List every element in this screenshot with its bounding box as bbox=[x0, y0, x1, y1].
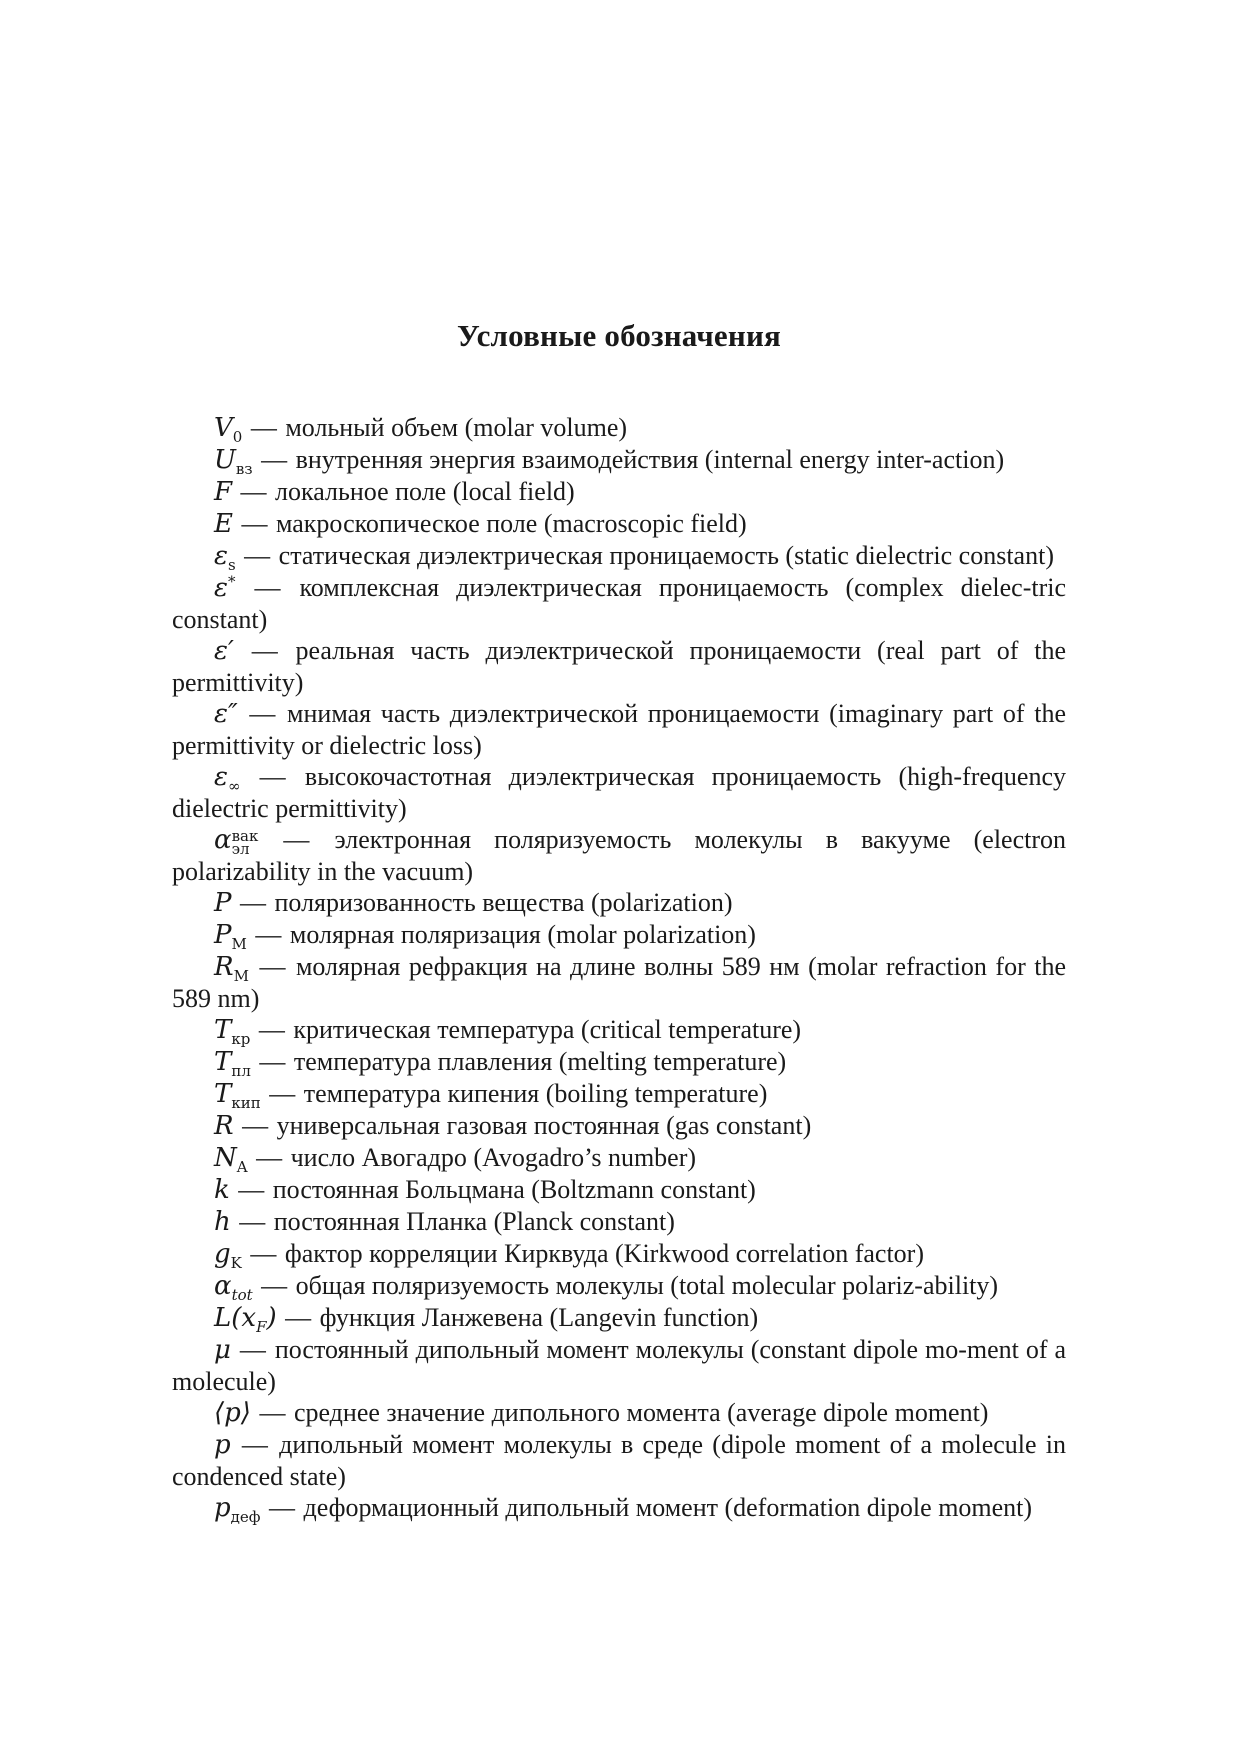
notation-description: высокочастотная диэлектрическая проницаемость (high-frequency dielectric permittivity) bbox=[172, 762, 1066, 823]
em-dash: — bbox=[244, 413, 284, 442]
notation-description: молярная рефракция на длине волны 589 нм (molar refraction for the 589 nm) bbox=[172, 952, 1066, 1013]
symbol-base: ε bbox=[214, 573, 228, 603]
symbol-subscript: вз bbox=[235, 460, 253, 479]
em-dash: — bbox=[254, 445, 294, 474]
notation-symbol bbox=[214, 413, 243, 447]
notation-symbol bbox=[214, 509, 233, 539]
em-dash: — bbox=[242, 762, 303, 791]
notation-description: постоянный дипольный момент молекулы (constant dipole mo-ment of a molecule) bbox=[172, 1335, 1066, 1396]
symbol-base: p bbox=[214, 1493, 231, 1523]
em-dash: — bbox=[233, 888, 273, 917]
symbol-base: T bbox=[214, 1015, 232, 1045]
notation-symbol bbox=[214, 825, 259, 858]
notation-symbol bbox=[214, 573, 235, 603]
notation-symbol bbox=[214, 1047, 251, 1081]
symbol-base: N bbox=[214, 1143, 237, 1173]
notation-description: реальная часть диэлектрической проницаемости (real part of the permittivity) bbox=[172, 636, 1066, 697]
page-title: Условные обозначения bbox=[456, 318, 781, 353]
notation-entry bbox=[172, 761, 1066, 824]
symbol-base: ⟨p⟩ bbox=[214, 1398, 251, 1428]
notation-description: электронная поляризуемость молекулы в вакууме (electron polarizability in the vacuum) bbox=[172, 825, 1066, 886]
notation-entry bbox=[172, 1206, 1066, 1238]
em-dash: — bbox=[243, 1239, 283, 1268]
notation-description: статическая диэлектрическая проницаемость (static dielectric constant) bbox=[278, 541, 1054, 570]
notation-description: мольный объем (molar volume) bbox=[285, 413, 628, 442]
symbol-base: E bbox=[214, 509, 233, 539]
notation-symbol bbox=[214, 1207, 231, 1237]
symbol-subscript: эл bbox=[231, 840, 250, 858]
symbol-subscript: F bbox=[256, 1318, 267, 1337]
em-dash: — bbox=[252, 1398, 292, 1427]
em-dash: — bbox=[232, 1335, 273, 1364]
notation-entry bbox=[172, 1270, 1066, 1305]
notation-description: макроскопическое поле (macroscopic field) bbox=[275, 509, 747, 538]
symbol-base: h bbox=[214, 1207, 231, 1237]
notation-entry bbox=[172, 1492, 1066, 1527]
notation-symbol bbox=[214, 1271, 253, 1305]
notation-description: мнимая часть диэлектрической проницаемости (imaginary part of the permittivity or dielectric loss) bbox=[172, 699, 1067, 760]
symbol-superscript: вак bbox=[231, 827, 259, 845]
em-dash: — bbox=[232, 1430, 278, 1459]
notation-symbol bbox=[214, 1079, 261, 1113]
symbol-base: α bbox=[214, 1271, 232, 1301]
notation-symbol bbox=[214, 1015, 251, 1049]
em-dash: — bbox=[262, 1493, 302, 1522]
notation-entry bbox=[172, 476, 1066, 508]
notation-symbol bbox=[214, 888, 232, 918]
em-dash: — bbox=[235, 636, 294, 665]
symbol-subscript: A bbox=[236, 1158, 248, 1177]
em-dash: — bbox=[248, 920, 288, 949]
notation-symbol bbox=[214, 1111, 234, 1141]
em-dash: — bbox=[250, 952, 294, 981]
notation-entry bbox=[172, 540, 1066, 575]
symbol-base: p bbox=[214, 1430, 231, 1460]
notation-entry bbox=[172, 919, 1066, 954]
symbol-base: F bbox=[214, 477, 233, 507]
symbol-base: T bbox=[214, 1047, 232, 1077]
notation-description: температура плавления (melting temperature) bbox=[293, 1047, 787, 1076]
em-dash: — bbox=[232, 1207, 272, 1236]
notation-entry bbox=[172, 635, 1066, 698]
notation-description: комплексная диэлектрическая проницаемость (complex dielec-tric constant) bbox=[172, 573, 1067, 634]
notation-description: общая поляризуемость молекулы (total molecular polariz-ability) bbox=[295, 1271, 999, 1300]
notation-symbol bbox=[214, 1335, 231, 1365]
symbol-base: g bbox=[214, 1239, 231, 1269]
notation-entry bbox=[172, 1174, 1066, 1206]
notation-symbol bbox=[214, 1398, 251, 1428]
notation-description: локальное поле (local field) bbox=[275, 477, 575, 506]
symbol-base: k bbox=[214, 1175, 230, 1205]
notation-symbol bbox=[214, 952, 249, 986]
symbol-subscript: M bbox=[233, 967, 249, 986]
em-dash: — bbox=[237, 573, 298, 602]
symbol-base: P bbox=[214, 920, 232, 950]
em-dash: — bbox=[249, 1143, 289, 1172]
symbol-subscript: M bbox=[231, 935, 247, 954]
notation-symbol bbox=[214, 1303, 277, 1337]
notation-description: поляризованность вещества (polarization) bbox=[274, 888, 733, 917]
symbol-base: ε bbox=[214, 541, 228, 571]
em-dash: — bbox=[234, 509, 274, 538]
notation-description: температура кипения (boiling temperature) bbox=[303, 1079, 768, 1108]
notation-entry bbox=[172, 1078, 1066, 1113]
notation-description: молярная поляризация (molar polarization) bbox=[289, 920, 756, 949]
notation-description: число Авогадро (Avogadro’s number) bbox=[290, 1143, 697, 1172]
em-dash: — bbox=[239, 699, 286, 728]
notation-entry bbox=[172, 1302, 1066, 1337]
notation-description: среднее значение дипольного момента (average dipole moment) bbox=[293, 1398, 989, 1427]
notation-entry bbox=[172, 1397, 1066, 1429]
symbol-subscript: s bbox=[227, 556, 236, 575]
notation-description: постоянная Планка (Planck constant) bbox=[273, 1207, 675, 1236]
notation-symbol bbox=[214, 762, 241, 796]
symbol-subscript: ∞ bbox=[227, 777, 241, 796]
symbol-suffix: ) bbox=[266, 1303, 277, 1333]
notation-symbol bbox=[214, 445, 253, 479]
notation-entry bbox=[172, 1238, 1066, 1273]
notation-entry bbox=[172, 951, 1066, 1014]
notation-symbol bbox=[214, 1493, 261, 1527]
symbol-base: L(x bbox=[214, 1303, 257, 1333]
symbol-base: ε″ bbox=[214, 699, 238, 729]
notation-symbol bbox=[214, 541, 236, 575]
notation-description: дипольный момент молекулы в среде (dipole moment of a molecule in condenced state) bbox=[172, 1430, 1066, 1491]
symbol-superscript: * bbox=[227, 572, 236, 591]
notation-symbol bbox=[214, 636, 234, 666]
symbol-base: P bbox=[214, 888, 232, 918]
em-dash: — bbox=[260, 825, 333, 854]
notation-entry bbox=[172, 572, 1066, 635]
notation-entry bbox=[172, 1429, 1066, 1492]
notation-symbol bbox=[214, 1239, 242, 1273]
notation-symbol bbox=[214, 477, 232, 507]
notation-symbol bbox=[214, 1143, 248, 1177]
notation-symbol bbox=[214, 920, 247, 954]
em-dash: — bbox=[231, 1175, 271, 1204]
notation-description: внутренняя энергия взаимодействия (internal energy inter-action) bbox=[295, 445, 1005, 474]
document-page bbox=[172, 0, 1066, 1755]
notation-symbol bbox=[214, 699, 238, 729]
symbol-subscript: K bbox=[230, 1254, 242, 1273]
symbol-subscript: деф bbox=[230, 1508, 261, 1527]
symbol-subscript: пл bbox=[231, 1062, 251, 1081]
notation-entry bbox=[172, 824, 1066, 887]
symbol-base: R bbox=[214, 952, 234, 982]
symbol-base: ε bbox=[214, 762, 228, 792]
symbol-subscript: кип bbox=[231, 1094, 261, 1113]
em-dash: — bbox=[254, 1271, 294, 1300]
symbol-base: μ bbox=[214, 1335, 231, 1365]
symbol-base: α bbox=[214, 825, 232, 855]
symbol-base: T bbox=[214, 1079, 232, 1109]
notation-description: постоянная Больцмана (Boltzmann constant) bbox=[272, 1175, 756, 1204]
symbol-base: R bbox=[214, 1111, 234, 1141]
notation-description: деформационный дипольный момент (deformation dipole moment) bbox=[303, 1493, 1033, 1522]
symbol-subscript: tot bbox=[231, 1286, 253, 1305]
notation-entry bbox=[172, 508, 1066, 540]
em-dash: — bbox=[235, 1111, 275, 1140]
symbol-base: V bbox=[214, 413, 233, 443]
symbol-subscript: 0 bbox=[232, 428, 243, 447]
notation-entry bbox=[172, 1046, 1066, 1081]
notation-description: универсальная газовая постоянная (gas constant) bbox=[276, 1111, 812, 1140]
em-dash: — bbox=[278, 1303, 318, 1332]
em-dash: — bbox=[252, 1015, 292, 1044]
em-dash: — bbox=[234, 477, 274, 506]
notation-description: критическая температура (critical temperature) bbox=[293, 1015, 802, 1044]
notation-symbol bbox=[214, 1430, 231, 1460]
notation-entry bbox=[172, 887, 1066, 919]
notation-description: фактор корреляции Кирквуда (Kirkwood correlation factor) bbox=[284, 1239, 924, 1268]
symbol-subscript: кр bbox=[231, 1030, 251, 1049]
notation-entry bbox=[172, 444, 1066, 479]
em-dash: — bbox=[237, 541, 277, 570]
notation-entry bbox=[172, 698, 1066, 761]
symbol-scripts bbox=[231, 827, 259, 858]
notation-entry bbox=[172, 412, 1066, 447]
notation-entry bbox=[172, 1014, 1066, 1049]
notation-entry bbox=[172, 1142, 1066, 1177]
em-dash: — bbox=[262, 1079, 302, 1108]
notation-description: функция Ланжевена (Langevin function) bbox=[319, 1303, 759, 1332]
notation-entry bbox=[172, 1334, 1066, 1397]
em-dash: — bbox=[252, 1047, 292, 1076]
notation-entry bbox=[172, 1110, 1066, 1142]
notation-symbol bbox=[214, 1175, 230, 1205]
notation-list bbox=[172, 412, 1067, 1527]
symbol-base: U bbox=[214, 445, 236, 475]
symbol-base: ε′ bbox=[214, 636, 234, 666]
